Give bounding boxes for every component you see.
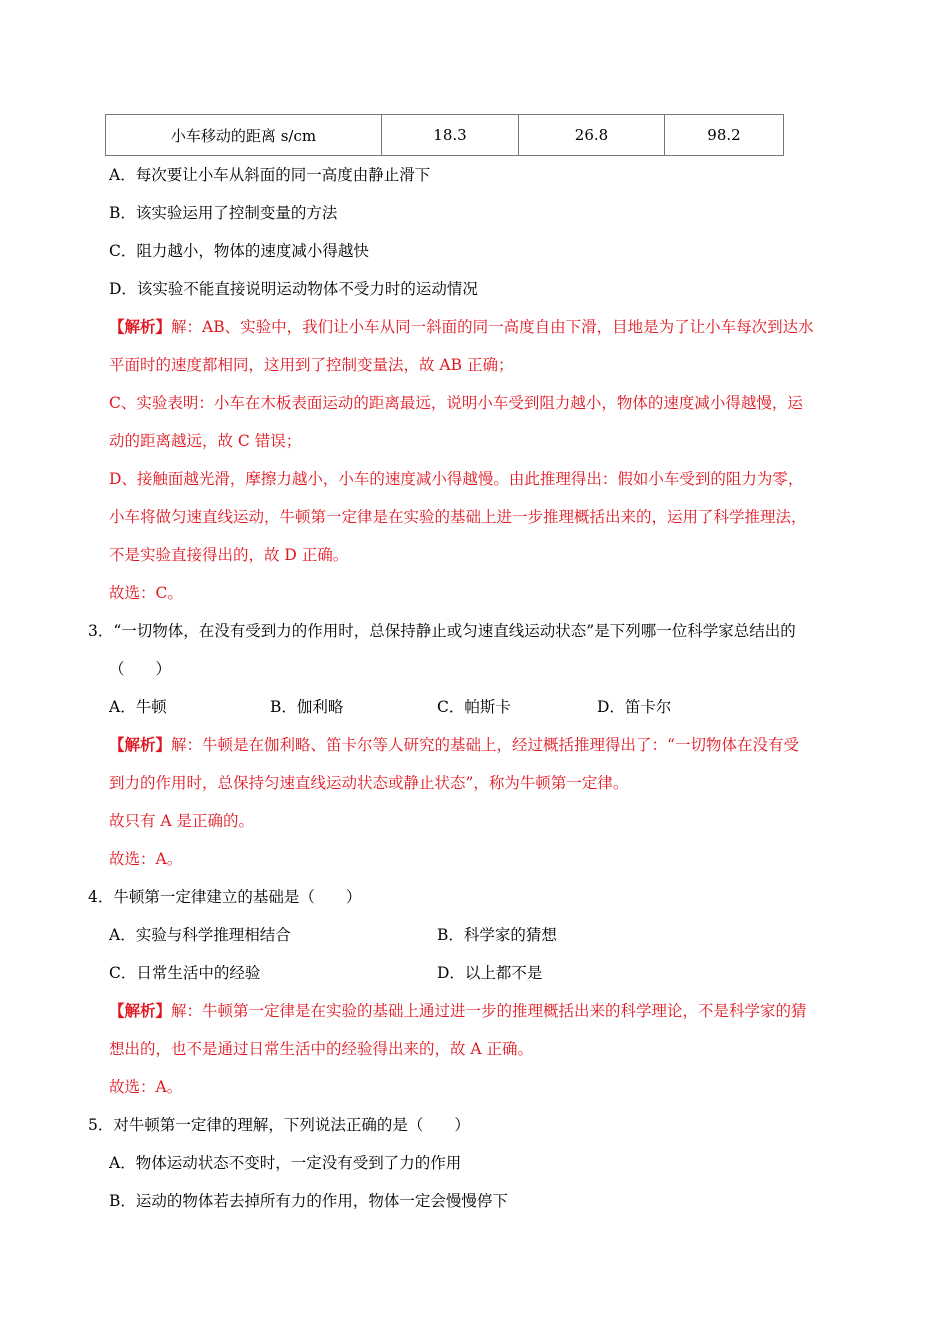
q2-option-b: B．该实验运用了控制变量的方法 (109, 204, 338, 222)
q2-option-d: D．该实验不能直接说明运动物体不受力时的运动情况 (109, 280, 478, 298)
q2-answer: 故选：C。 (109, 584, 183, 602)
q2-analysis-line: 不是实验直接得出的，故 D 正确。 (109, 546, 349, 564)
q3-analysis-line: 到力的作用时，总保持匀速直线运动状态或静止状态”，称为牛顿第一定律。 (109, 774, 629, 792)
q4-stem: 4．牛顿第一定律建立的基础是（ ） (88, 888, 362, 906)
q3-stem: 3．“一切物体，在没有受到力的作用时，总保持静止或匀速直线运动状态”是下列哪一位科学家总结出的 (88, 622, 796, 640)
q4-option-a: A．实验与科学推理相结合 (109, 926, 291, 944)
table-row (106, 115, 784, 156)
q3-option-c: C．帕斯卡 (437, 698, 511, 716)
q4-analysis-line: 想出的，也不是通过日常生活中的经验得出来的，故 A 正确。 (109, 1040, 534, 1058)
q3-answer: 故选：A。 (109, 850, 183, 868)
q4-analysis-line: 【解析】解：牛顿第一定律是在实验的基础上通过进一步的推理概括出来的科学理论，不是科学家的猜 (109, 1001, 807, 1020)
q4-option-c: C．日常生活中的经验 (109, 964, 261, 982)
q4-option-b: B．科学家的猜想 (437, 926, 557, 944)
analysis-tag: 【解析】 (109, 735, 172, 754)
data-table (105, 114, 784, 156)
table-cell: 26.8 (519, 115, 665, 156)
q2-analysis-line: D、接触面越光滑，摩擦力越小，小车的速度减小得越慢。由此推理得出：假如小车受到的阻力为零， (109, 470, 804, 488)
q3-analysis-line: 故只有 A 是正确的。 (109, 812, 255, 830)
q5-option-a: A．物体运动状态不变时，一定没有受到了力的作用 (109, 1154, 462, 1172)
table-row-label: 小车移动的距离 s/cm (106, 115, 382, 156)
analysis-tag: 【解析】 (109, 1001, 172, 1020)
q4-answer: 故选：A。 (109, 1078, 183, 1096)
q2-option-c: C．阻力越小，物体的速度减小得越快 (109, 242, 369, 260)
table-cell: 18.3 (382, 115, 519, 156)
q2-analysis-line: C、实验表明：小车在木板表面运动的距离最远，说明小车受到阻力越小，物体的速度减小得越慢，运 (109, 394, 803, 412)
q2-analysis-line: 动的距离越远，故 C 错误； (109, 432, 302, 450)
q3-analysis-line: 【解析】解：牛顿是在伽利略、笛卡尔等人研究的基础上，经过概括推理得出了：“一切物体在没有受 (109, 735, 799, 754)
q3-option-d: D．笛卡尔 (597, 698, 672, 716)
q5-stem: 5．对牛顿第一定律的理解，下列说法正确的是（ ） (88, 1116, 470, 1134)
analysis-tag: 【解析】 (109, 317, 172, 336)
q5-option-b: B．运动的物体若去掉所有力的作用，物体一定会慢慢停下 (109, 1192, 508, 1210)
q3-stem-bracket: （ ） (109, 660, 172, 678)
q2-option-a: A．每次要让小车从斜面的同一高度由静止滑下 (109, 166, 431, 184)
q2-analysis-line: 平面时的速度都相同，这用到了控制变量法，故 AB 正确； (109, 356, 514, 374)
q2-analysis-line: 小车将做匀速直线运动，牛顿第一定律是在实验的基础上进一步推理概括出来的，运用了科学推理法， (109, 508, 807, 526)
table-cell: 98.2 (665, 115, 784, 156)
q4-option-d: D．以上都不是 (437, 964, 543, 982)
q2-analysis-line: 【解析】解：AB、实验中，我们让小车从同一斜面的同一高度自由下滑，目地是为了让小车每次到达水 (109, 317, 814, 336)
q3-option-a: A．牛顿 (109, 698, 167, 716)
q3-option-b: B．伽利略 (270, 698, 344, 716)
